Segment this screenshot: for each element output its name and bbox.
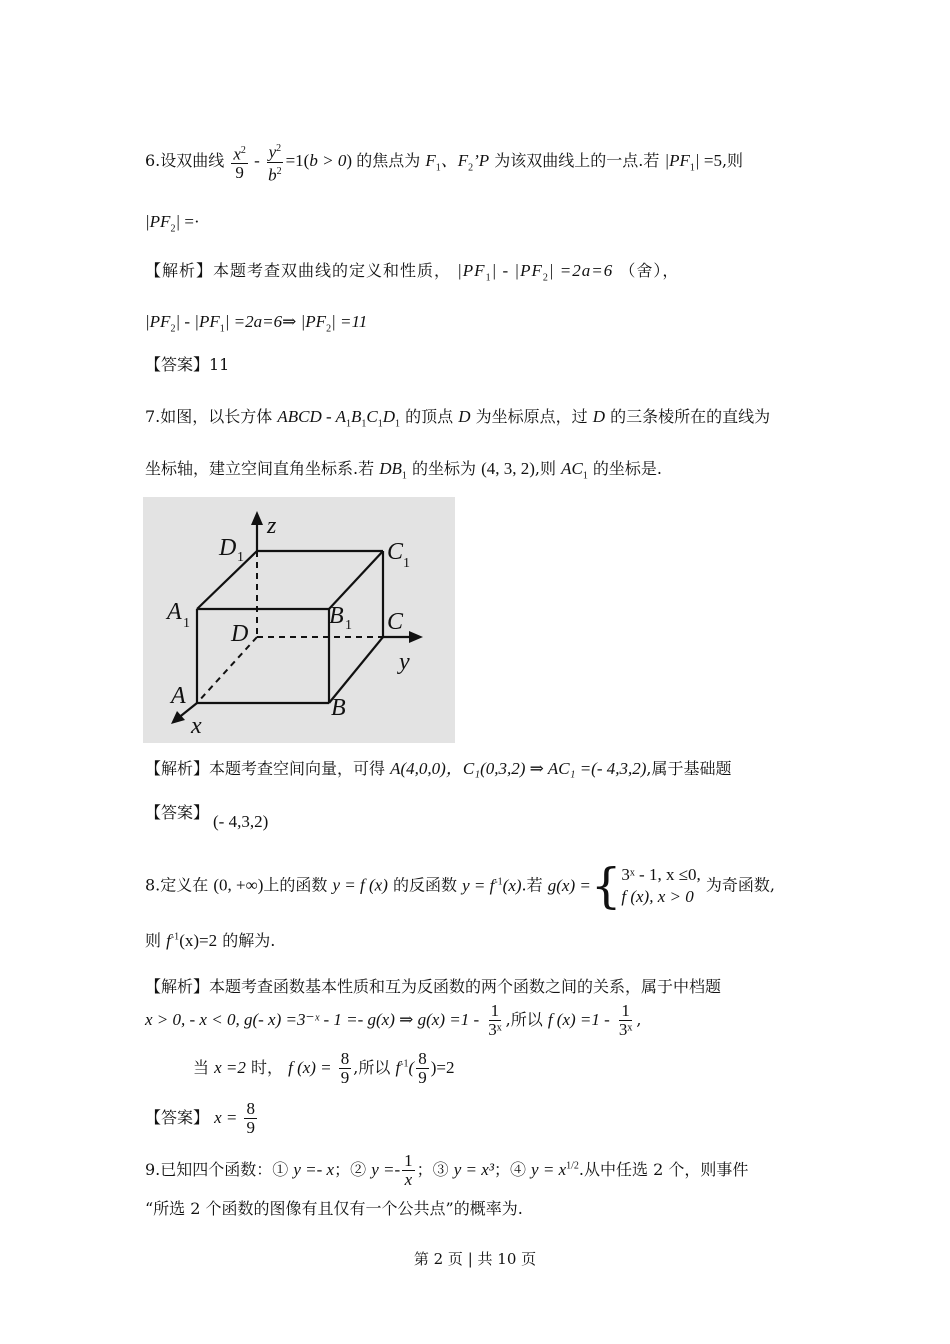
q7-answer: 【答案】: [145, 803, 210, 822]
label-A: A: [171, 683, 186, 709]
svg-text:1: 1: [237, 550, 244, 565]
q9-line1: 9.已知四个函数：① y =- x；② y =- $\frac{1}{x}$ ；③ y = x³；④ $y = x^{1/2}$.从中任选 2 个，则事件: [145, 1151, 749, 1189]
label-D1: D: [219, 535, 237, 561]
label-x: x: [191, 713, 202, 739]
svg-text:1: 1: [183, 616, 190, 631]
svg-text:1: 1: [403, 556, 410, 571]
q6-line1: 6.设双曲线 $\frac{x^2}{9}$ - $\frac{y^2}{b^2}$ =1(b > 0) 的焦点为 $F_1$、$F_2’P$ 为该双曲线上的一点.若 $|PF_1| =5$,则: [145, 140, 743, 184]
label-C: C: [387, 609, 404, 635]
q7-analysis: 【解析】本题考查空间向量，可得 A(4,0,0)，C₁(0,3,2) ⇒ AC₁ =(- 4,3,2),属于基础题: [145, 759, 732, 778]
q6-answer: 【答案】11: [145, 355, 230, 374]
cuboid-figure: [143, 497, 455, 743]
q8-analysis-eq: x > 0, - x < 0, g(- x) =3⁻ˣ - 1 =- g(x) ⇒ g(x) =1 - $\frac{1}{\text{3ˣ}}$ ,所以 f (x) =1 - $\frac{1}{\text{3ˣ}}$ ,: [145, 1001, 642, 1039]
q8-answer: 【答案】 x = $\frac{8}{9}$: [145, 1099, 255, 1137]
label-B: B: [331, 695, 346, 721]
q7-line1: 7.如图，以长方体 ABCD - $A_1B_1C_1D_1$ 的顶点 D 为坐标原点，过 D 的三条棱所在的直线为: [145, 407, 771, 430]
label-D: D: [231, 621, 249, 647]
svg-text:1: 1: [345, 618, 352, 633]
q7-line2: 坐标轴，建立空间直角坐标系.若 $DB_1$ 的坐标为 (4, 3, 2),则 $AC_1$ 的坐标是.: [145, 459, 662, 482]
label-A1: A: [167, 599, 182, 625]
label-z: z: [267, 513, 277, 539]
label-B1: B: [329, 603, 344, 629]
q8-line1: 8.定义在 (0, +∞)上的函数 y = f (x) 的反函数 $y = f^{-1}(x)$.若 g(x) = { 3ˣ - 1, x ≤0, f (x), x > 0 为奇函数,: [145, 858, 775, 914]
q7-answer-value: (- 4,3,2): [213, 812, 269, 831]
q6-analysis-2: $|PF_2| - |PF_1|$ =2a=6⇒ $|PF_2| =11$: [145, 312, 368, 335]
q6-analysis: 【解析】本题考查双曲线的定义和性质， $|PF_1| - |PF_2| =2a=6$ （舍），: [145, 261, 680, 284]
q6-line2: $|PF_2|$ =·: [145, 212, 200, 235]
hyperbola-equation: $\frac{x^2}{9}$ - $\frac{y^2}{b^2}$ =1(b > 0): [229, 151, 356, 170]
q8-line2: 则 $f^{-1}(x)=2$ 的解为.: [145, 931, 276, 950]
q9-line2: “所选 2 个函数的图像有且仅有一个公共点”的概率为.: [145, 1199, 523, 1218]
label-C1: C: [387, 539, 404, 565]
page-footer: 第 2 页 | 共 10 页: [413, 1250, 537, 1268]
q8-analysis: 【解析】本题考查函数基本性质和互为反函数的两个函数之间的关系，属于中档题: [145, 977, 722, 996]
label-y: y: [399, 649, 410, 675]
q6-prefix: 6.设双曲线: [145, 151, 225, 171]
q8-analysis-when: 当 x =2 时， f (x) = $\frac{8}{9}$ ,所以 $f^{-1}$( $\frac{8}{9}$ )=2: [193, 1049, 455, 1087]
cuboid-diagram: [143, 497, 455, 743]
